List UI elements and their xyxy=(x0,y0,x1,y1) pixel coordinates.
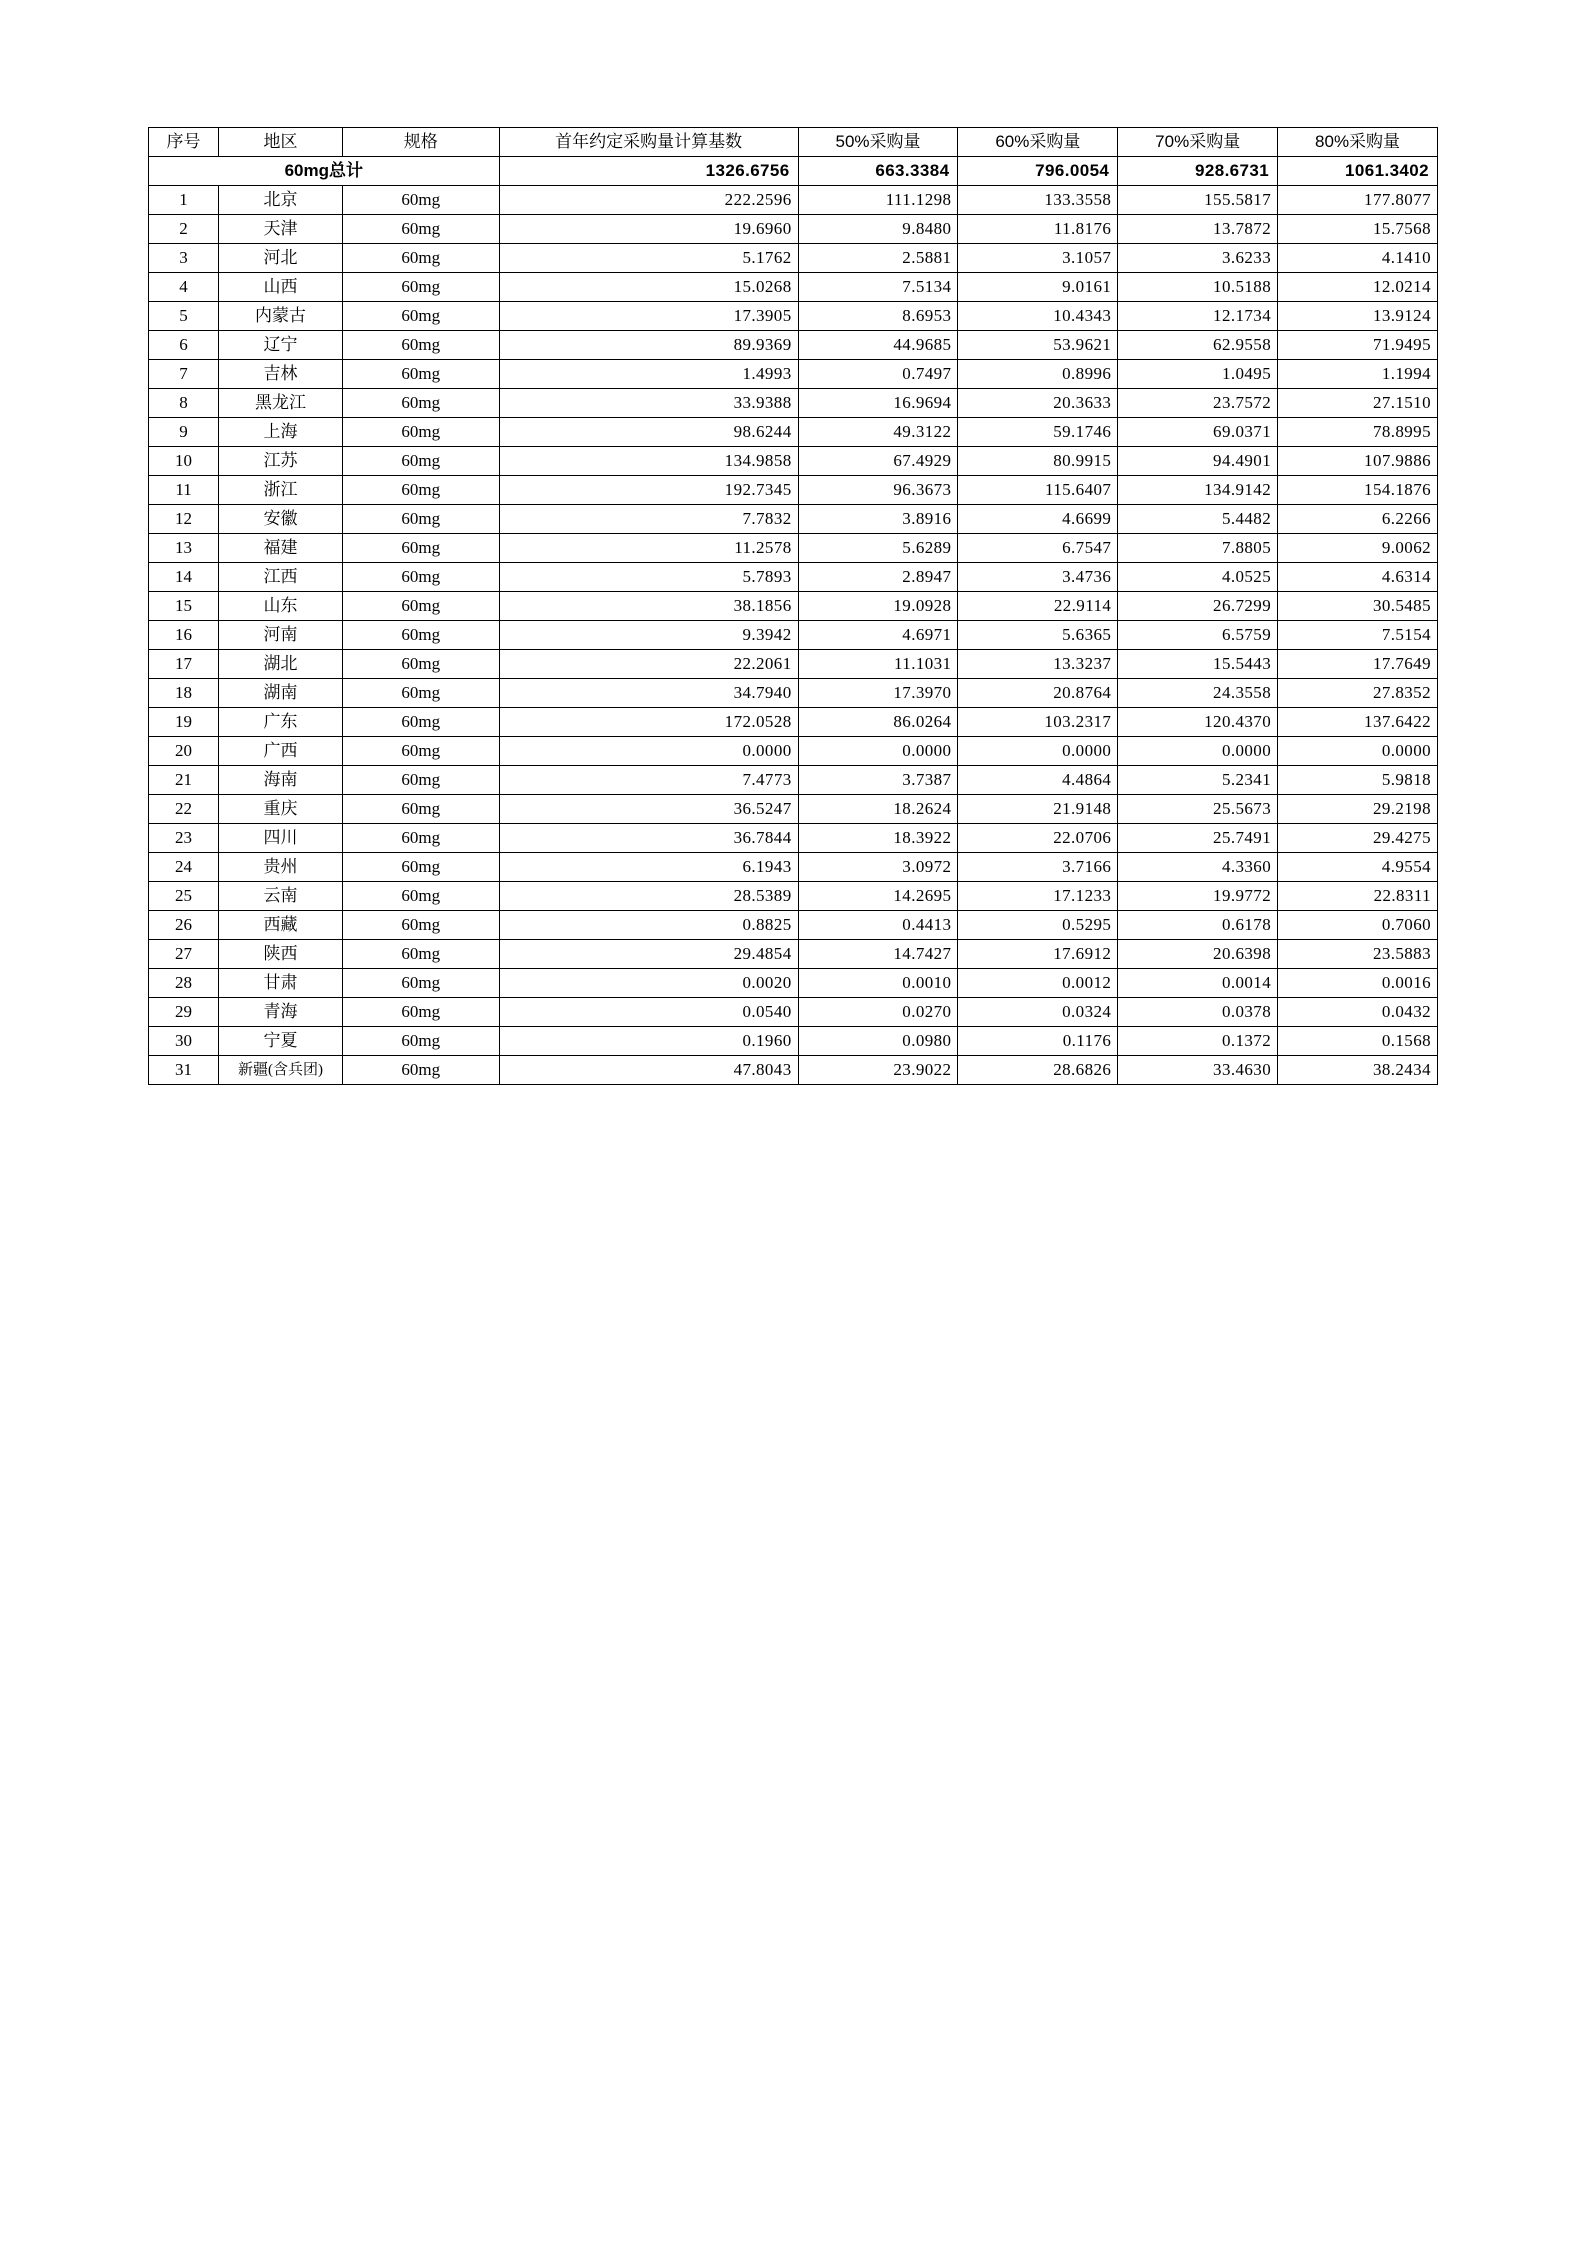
cell-p60: 22.9114 xyxy=(958,592,1118,621)
cell-p50: 96.3673 xyxy=(798,476,958,505)
cell-region: 新疆(含兵团) xyxy=(219,1056,343,1085)
cell-p80: 9.0062 xyxy=(1278,534,1438,563)
cell-region: 安徽 xyxy=(219,505,343,534)
cell-p70: 62.9558 xyxy=(1118,331,1278,360)
cell-p80: 0.0000 xyxy=(1278,737,1438,766)
cell-seq: 1 xyxy=(149,186,219,215)
cell-base: 22.2061 xyxy=(499,650,798,679)
cell-seq: 29 xyxy=(149,998,219,1027)
table-row xyxy=(149,331,1438,360)
cell-p60: 0.1176 xyxy=(958,1027,1118,1056)
column-header-p70: 70%采购量 xyxy=(1118,128,1278,157)
cell-p70: 0.0000 xyxy=(1118,737,1278,766)
cell-spec: 60mg xyxy=(342,824,499,853)
cell-p70: 10.5188 xyxy=(1118,273,1278,302)
cell-p70: 0.6178 xyxy=(1118,911,1278,940)
cell-p60: 0.5295 xyxy=(958,911,1118,940)
cell-region: 青海 xyxy=(219,998,343,1027)
cell-base: 47.8043 xyxy=(499,1056,798,1085)
cell-p60: 13.3237 xyxy=(958,650,1118,679)
table-row xyxy=(149,534,1438,563)
cell-p50: 0.0270 xyxy=(798,998,958,1027)
cell-p80: 78.8995 xyxy=(1278,418,1438,447)
cell-p60: 133.3558 xyxy=(958,186,1118,215)
cell-spec: 60mg xyxy=(342,853,499,882)
cell-base: 7.7832 xyxy=(499,505,798,534)
cell-p80: 38.2434 xyxy=(1278,1056,1438,1085)
table-row xyxy=(149,1027,1438,1056)
cell-p60: 21.9148 xyxy=(958,795,1118,824)
cell-p70: 20.6398 xyxy=(1118,940,1278,969)
cell-spec: 60mg xyxy=(342,708,499,737)
cell-base: 29.4854 xyxy=(499,940,798,969)
cell-region: 贵州 xyxy=(219,853,343,882)
cell-region: 福建 xyxy=(219,534,343,563)
cell-p70: 24.3558 xyxy=(1118,679,1278,708)
cell-p80: 6.2266 xyxy=(1278,505,1438,534)
cell-p70: 33.4630 xyxy=(1118,1056,1278,1085)
cell-p50: 3.7387 xyxy=(798,766,958,795)
cell-region: 山西 xyxy=(219,273,343,302)
table-row xyxy=(149,215,1438,244)
cell-spec: 60mg xyxy=(342,186,499,215)
cell-p50: 111.1298 xyxy=(798,186,958,215)
cell-p80: 107.9886 xyxy=(1278,447,1438,476)
cell-region: 吉林 xyxy=(219,360,343,389)
table-row xyxy=(149,940,1438,969)
cell-p50: 17.3970 xyxy=(798,679,958,708)
table-row xyxy=(149,621,1438,650)
table-row xyxy=(149,853,1438,882)
cell-spec: 60mg xyxy=(342,882,499,911)
purchase-volume-table xyxy=(148,127,1438,1085)
cell-seq: 12 xyxy=(149,505,219,534)
cell-p50: 18.2624 xyxy=(798,795,958,824)
table-row xyxy=(149,1056,1438,1085)
cell-p80: 0.0432 xyxy=(1278,998,1438,1027)
cell-region: 辽宁 xyxy=(219,331,343,360)
cell-base: 1.4993 xyxy=(499,360,798,389)
cell-base: 0.0540 xyxy=(499,998,798,1027)
table-row xyxy=(149,186,1438,215)
table-row xyxy=(149,505,1438,534)
column-header-spec: 规格 xyxy=(342,128,499,157)
table-row xyxy=(149,766,1438,795)
cell-spec: 60mg xyxy=(342,795,499,824)
table-row xyxy=(149,418,1438,447)
cell-spec: 60mg xyxy=(342,969,499,998)
cell-p80: 71.9495 xyxy=(1278,331,1438,360)
cell-region: 天津 xyxy=(219,215,343,244)
cell-region: 浙江 xyxy=(219,476,343,505)
cell-p50: 49.3122 xyxy=(798,418,958,447)
cell-region: 甘肃 xyxy=(219,969,343,998)
column-header-p60: 60%采购量 xyxy=(958,128,1118,157)
cell-spec: 60mg xyxy=(342,418,499,447)
cell-p70: 94.4901 xyxy=(1118,447,1278,476)
cell-base: 15.0268 xyxy=(499,273,798,302)
cell-p80: 30.5485 xyxy=(1278,592,1438,621)
cell-region: 河北 xyxy=(219,244,343,273)
column-header-p80: 80%采购量 xyxy=(1278,128,1438,157)
cell-seq: 30 xyxy=(149,1027,219,1056)
table-body xyxy=(149,157,1438,1085)
cell-base: 222.2596 xyxy=(499,186,798,215)
cell-region: 北京 xyxy=(219,186,343,215)
cell-seq: 14 xyxy=(149,563,219,592)
cell-p80: 29.2198 xyxy=(1278,795,1438,824)
cell-p50: 3.0972 xyxy=(798,853,958,882)
cell-base: 36.5247 xyxy=(499,795,798,824)
cell-p70: 0.0378 xyxy=(1118,998,1278,1027)
cell-base: 33.9388 xyxy=(499,389,798,418)
cell-spec: 60mg xyxy=(342,389,499,418)
cell-base: 7.4773 xyxy=(499,766,798,795)
cell-spec: 60mg xyxy=(342,244,499,273)
cell-p60: 0.0000 xyxy=(958,737,1118,766)
cell-p80: 177.8077 xyxy=(1278,186,1438,215)
cell-seq: 17 xyxy=(149,650,219,679)
cell-region: 江苏 xyxy=(219,447,343,476)
cell-p50: 14.2695 xyxy=(798,882,958,911)
cell-p50: 67.4929 xyxy=(798,447,958,476)
cell-p50: 2.5881 xyxy=(798,244,958,273)
table-row xyxy=(149,476,1438,505)
table-row xyxy=(149,679,1438,708)
cell-spec: 60mg xyxy=(342,650,499,679)
cell-base: 36.7844 xyxy=(499,824,798,853)
cell-spec: 60mg xyxy=(342,563,499,592)
cell-seq: 20 xyxy=(149,737,219,766)
cell-seq: 22 xyxy=(149,795,219,824)
table-row xyxy=(149,244,1438,273)
cell-p80: 12.0214 xyxy=(1278,273,1438,302)
cell-spec: 60mg xyxy=(342,273,499,302)
cell-region: 上海 xyxy=(219,418,343,447)
cell-base: 28.5389 xyxy=(499,882,798,911)
total-row-p50: 663.3384 xyxy=(798,157,958,186)
cell-p50: 23.9022 xyxy=(798,1056,958,1085)
cell-base: 0.0000 xyxy=(499,737,798,766)
cell-spec: 60mg xyxy=(342,592,499,621)
cell-spec: 60mg xyxy=(342,331,499,360)
cell-p70: 1.0495 xyxy=(1118,360,1278,389)
cell-base: 38.1856 xyxy=(499,592,798,621)
cell-p70: 7.8805 xyxy=(1118,534,1278,563)
cell-p60: 10.4343 xyxy=(958,302,1118,331)
cell-seq: 27 xyxy=(149,940,219,969)
cell-p60: 20.8764 xyxy=(958,679,1118,708)
cell-seq: 16 xyxy=(149,621,219,650)
cell-region: 湖北 xyxy=(219,650,343,679)
cell-spec: 60mg xyxy=(342,505,499,534)
cell-p60: 28.6826 xyxy=(958,1056,1118,1085)
cell-p80: 5.9818 xyxy=(1278,766,1438,795)
cell-p80: 4.9554 xyxy=(1278,853,1438,882)
cell-spec: 60mg xyxy=(342,621,499,650)
cell-p60: 0.0324 xyxy=(958,998,1118,1027)
cell-p80: 13.9124 xyxy=(1278,302,1438,331)
cell-p60: 20.3633 xyxy=(958,389,1118,418)
cell-p50: 19.0928 xyxy=(798,592,958,621)
cell-p60: 17.1233 xyxy=(958,882,1118,911)
cell-p50: 3.8916 xyxy=(798,505,958,534)
cell-p80: 29.4275 xyxy=(1278,824,1438,853)
cell-p50: 7.5134 xyxy=(798,273,958,302)
cell-spec: 60mg xyxy=(342,940,499,969)
cell-p50: 11.1031 xyxy=(798,650,958,679)
cell-region: 湖南 xyxy=(219,679,343,708)
purchase-table-container xyxy=(148,127,1438,1085)
cell-spec: 60mg xyxy=(342,1056,499,1085)
cell-p80: 27.1510 xyxy=(1278,389,1438,418)
cell-base: 192.7345 xyxy=(499,476,798,505)
cell-base: 5.7893 xyxy=(499,563,798,592)
cell-p80: 4.1410 xyxy=(1278,244,1438,273)
cell-p60: 80.9915 xyxy=(958,447,1118,476)
cell-p80: 4.6314 xyxy=(1278,563,1438,592)
cell-p60: 4.4864 xyxy=(958,766,1118,795)
cell-p70: 5.4482 xyxy=(1118,505,1278,534)
table-row xyxy=(149,969,1438,998)
cell-base: 17.3905 xyxy=(499,302,798,331)
table-row xyxy=(149,389,1438,418)
cell-region: 江西 xyxy=(219,563,343,592)
cell-region: 云南 xyxy=(219,882,343,911)
cell-p60: 0.8996 xyxy=(958,360,1118,389)
cell-spec: 60mg xyxy=(342,766,499,795)
cell-p50: 18.3922 xyxy=(798,824,958,853)
cell-p70: 23.7572 xyxy=(1118,389,1278,418)
cell-spec: 60mg xyxy=(342,447,499,476)
total-row-label: 60mg总计 xyxy=(149,157,500,186)
cell-p70: 120.4370 xyxy=(1118,708,1278,737)
cell-seq: 9 xyxy=(149,418,219,447)
cell-p60: 11.8176 xyxy=(958,215,1118,244)
cell-p60: 3.4736 xyxy=(958,563,1118,592)
table-row xyxy=(149,708,1438,737)
table-row xyxy=(149,911,1438,940)
cell-region: 重庆 xyxy=(219,795,343,824)
cell-base: 134.9858 xyxy=(499,447,798,476)
cell-region: 广西 xyxy=(219,737,343,766)
cell-p80: 0.0016 xyxy=(1278,969,1438,998)
cell-p80: 23.5883 xyxy=(1278,940,1438,969)
cell-p70: 26.7299 xyxy=(1118,592,1278,621)
cell-region: 陕西 xyxy=(219,940,343,969)
cell-spec: 60mg xyxy=(342,476,499,505)
cell-seq: 4 xyxy=(149,273,219,302)
column-header-region: 地区 xyxy=(219,128,343,157)
cell-p70: 19.9772 xyxy=(1118,882,1278,911)
cell-p60: 5.6365 xyxy=(958,621,1118,650)
cell-p70: 3.6233 xyxy=(1118,244,1278,273)
cell-p50: 86.0264 xyxy=(798,708,958,737)
cell-seq: 2 xyxy=(149,215,219,244)
cell-seq: 3 xyxy=(149,244,219,273)
cell-p80: 0.7060 xyxy=(1278,911,1438,940)
cell-base: 11.2578 xyxy=(499,534,798,563)
table-header xyxy=(149,128,1438,157)
cell-p60: 0.0012 xyxy=(958,969,1118,998)
cell-p70: 13.7872 xyxy=(1118,215,1278,244)
cell-p60: 4.6699 xyxy=(958,505,1118,534)
cell-p80: 154.1876 xyxy=(1278,476,1438,505)
cell-seq: 28 xyxy=(149,969,219,998)
cell-spec: 60mg xyxy=(342,302,499,331)
cell-p50: 0.0010 xyxy=(798,969,958,998)
cell-seq: 6 xyxy=(149,331,219,360)
cell-region: 黑龙江 xyxy=(219,389,343,418)
cell-seq: 19 xyxy=(149,708,219,737)
cell-p70: 5.2341 xyxy=(1118,766,1278,795)
cell-p70: 12.1734 xyxy=(1118,302,1278,331)
table-row xyxy=(149,360,1438,389)
cell-p70: 4.0525 xyxy=(1118,563,1278,592)
cell-p70: 6.5759 xyxy=(1118,621,1278,650)
cell-base: 0.1960 xyxy=(499,1027,798,1056)
cell-p50: 0.4413 xyxy=(798,911,958,940)
cell-p60: 3.7166 xyxy=(958,853,1118,882)
cell-p70: 4.3360 xyxy=(1118,853,1278,882)
column-header-base: 首年约定采购量计算基数 xyxy=(499,128,798,157)
cell-seq: 8 xyxy=(149,389,219,418)
cell-p80: 0.1568 xyxy=(1278,1027,1438,1056)
cell-p70: 25.5673 xyxy=(1118,795,1278,824)
table-row xyxy=(149,737,1438,766)
cell-base: 0.8825 xyxy=(499,911,798,940)
cell-p80: 137.6422 xyxy=(1278,708,1438,737)
cell-p60: 3.1057 xyxy=(958,244,1118,273)
cell-p50: 5.6289 xyxy=(798,534,958,563)
cell-seq: 21 xyxy=(149,766,219,795)
column-header-p50: 50%采购量 xyxy=(798,128,958,157)
cell-p70: 15.5443 xyxy=(1118,650,1278,679)
column-header-seq: 序号 xyxy=(149,128,219,157)
total-row-base: 1326.6756 xyxy=(499,157,798,186)
cell-p50: 0.0000 xyxy=(798,737,958,766)
cell-p50: 16.9694 xyxy=(798,389,958,418)
total-row xyxy=(149,157,1438,186)
table-row xyxy=(149,650,1438,679)
total-row-p60: 796.0054 xyxy=(958,157,1118,186)
cell-p60: 6.7547 xyxy=(958,534,1118,563)
cell-seq: 7 xyxy=(149,360,219,389)
total-row-p80: 1061.3402 xyxy=(1278,157,1438,186)
cell-spec: 60mg xyxy=(342,737,499,766)
cell-spec: 60mg xyxy=(342,911,499,940)
cell-region: 内蒙古 xyxy=(219,302,343,331)
cell-spec: 60mg xyxy=(342,534,499,563)
cell-p60: 59.1746 xyxy=(958,418,1118,447)
cell-p50: 44.9685 xyxy=(798,331,958,360)
cell-p50: 4.6971 xyxy=(798,621,958,650)
cell-seq: 18 xyxy=(149,679,219,708)
total-row-p70: 928.6731 xyxy=(1118,157,1278,186)
cell-base: 0.0020 xyxy=(499,969,798,998)
cell-base: 19.6960 xyxy=(499,215,798,244)
cell-seq: 5 xyxy=(149,302,219,331)
table-header-row xyxy=(149,128,1438,157)
cell-region: 山东 xyxy=(219,592,343,621)
cell-base: 34.7940 xyxy=(499,679,798,708)
cell-region: 河南 xyxy=(219,621,343,650)
cell-p80: 22.8311 xyxy=(1278,882,1438,911)
cell-base: 9.3942 xyxy=(499,621,798,650)
cell-spec: 60mg xyxy=(342,1027,499,1056)
cell-p60: 22.0706 xyxy=(958,824,1118,853)
cell-p60: 53.9621 xyxy=(958,331,1118,360)
cell-region: 四川 xyxy=(219,824,343,853)
cell-seq: 13 xyxy=(149,534,219,563)
cell-p70: 69.0371 xyxy=(1118,418,1278,447)
cell-base: 5.1762 xyxy=(499,244,798,273)
cell-spec: 60mg xyxy=(342,679,499,708)
cell-p50: 14.7427 xyxy=(798,940,958,969)
cell-seq: 24 xyxy=(149,853,219,882)
cell-seq: 23 xyxy=(149,824,219,853)
cell-seq: 31 xyxy=(149,1056,219,1085)
table-row xyxy=(149,998,1438,1027)
cell-p50: 8.6953 xyxy=(798,302,958,331)
cell-p60: 9.0161 xyxy=(958,273,1118,302)
cell-p50: 0.7497 xyxy=(798,360,958,389)
cell-base: 89.9369 xyxy=(499,331,798,360)
cell-seq: 26 xyxy=(149,911,219,940)
cell-spec: 60mg xyxy=(342,360,499,389)
table-row xyxy=(149,447,1438,476)
cell-p80: 7.5154 xyxy=(1278,621,1438,650)
cell-p60: 103.2317 xyxy=(958,708,1118,737)
cell-p70: 0.1372 xyxy=(1118,1027,1278,1056)
cell-region: 海南 xyxy=(219,766,343,795)
cell-base: 172.0528 xyxy=(499,708,798,737)
cell-p70: 25.7491 xyxy=(1118,824,1278,853)
cell-p50: 9.8480 xyxy=(798,215,958,244)
table-row xyxy=(149,882,1438,911)
cell-p70: 0.0014 xyxy=(1118,969,1278,998)
cell-base: 98.6244 xyxy=(499,418,798,447)
cell-p70: 134.9142 xyxy=(1118,476,1278,505)
cell-region: 宁夏 xyxy=(219,1027,343,1056)
cell-seq: 25 xyxy=(149,882,219,911)
table-row xyxy=(149,273,1438,302)
cell-seq: 10 xyxy=(149,447,219,476)
cell-seq: 11 xyxy=(149,476,219,505)
cell-p60: 17.6912 xyxy=(958,940,1118,969)
cell-region: 广东 xyxy=(219,708,343,737)
cell-p70: 155.5817 xyxy=(1118,186,1278,215)
table-row xyxy=(149,302,1438,331)
cell-p80: 17.7649 xyxy=(1278,650,1438,679)
cell-p50: 0.0980 xyxy=(798,1027,958,1056)
table-row xyxy=(149,592,1438,621)
cell-p50: 2.8947 xyxy=(798,563,958,592)
cell-p80: 1.1994 xyxy=(1278,360,1438,389)
table-row xyxy=(149,795,1438,824)
cell-region: 西藏 xyxy=(219,911,343,940)
cell-p80: 27.8352 xyxy=(1278,679,1438,708)
cell-spec: 60mg xyxy=(342,215,499,244)
table-row xyxy=(149,563,1438,592)
cell-base: 6.1943 xyxy=(499,853,798,882)
cell-p60: 115.6407 xyxy=(958,476,1118,505)
cell-spec: 60mg xyxy=(342,998,499,1027)
cell-p80: 15.7568 xyxy=(1278,215,1438,244)
cell-seq: 15 xyxy=(149,592,219,621)
table-row xyxy=(149,824,1438,853)
